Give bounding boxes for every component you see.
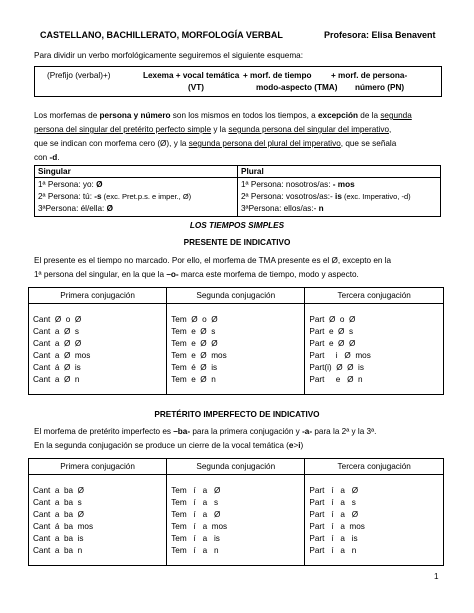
section-title: LOS TIEMPOS SIMPLES: [189, 221, 285, 230]
text: (exc. Imperativo, -d): [341, 192, 411, 201]
conjugation-form: Tem í a s: [171, 498, 219, 507]
paragraph-line-4: [34, 153, 60, 162]
schema-box: [34, 66, 442, 97]
conjugation-form: Part Ø o Ø: [309, 315, 356, 324]
text-underlined: segunda: [380, 111, 412, 120]
conjugation-form: Tem í a Ø: [171, 486, 221, 495]
singular-cell: [35, 178, 238, 217]
primera-conjugacion-cell: [29, 304, 167, 395]
text: marca este morfema de tiempo, modo y aspecto.: [178, 270, 359, 279]
conjugation-form: Cant a ba Ø: [33, 486, 84, 495]
page-number: 1: [434, 572, 439, 581]
text: .: [57, 153, 60, 162]
conjugation-form: Tem í a n: [171, 546, 219, 555]
conjugation-form: Part í a is: [309, 534, 358, 543]
conjugation-form: Cant Ø o Ø: [33, 315, 82, 324]
singular-row: [38, 179, 234, 191]
page-header-title: CASTELLANO, BACHILLERATO, MORFOLOGÍA VERBAL: [40, 30, 283, 40]
conjugation-form: Part i Ø mos: [309, 351, 371, 360]
page-header-author: Profesora: Elisa Benavent: [324, 30, 436, 40]
text-bold: n: [318, 204, 324, 213]
conjugation-form: Tem í a Ø: [171, 510, 221, 519]
persona-numero-table: [34, 165, 441, 217]
conjugation-form: Tem e Ø s: [171, 327, 216, 336]
paragraph-line-2: [34, 125, 391, 134]
text: 3ªPersona: él/ella:: [38, 204, 107, 213]
presente-title: PRESENTE DE INDICATIVO: [183, 238, 291, 247]
text-bold: e: [288, 441, 294, 450]
conjugation-form: Part e Ø Ø: [309, 339, 356, 348]
text: con: [34, 153, 50, 162]
conjugation-form: Cant a ba n: [33, 546, 83, 555]
schema-lexema: Lexema + vocal temática: [143, 71, 240, 80]
conjugation-form: Part(i) Ø Ø is: [309, 363, 364, 372]
paragraph-line-1: [34, 111, 412, 120]
conjugation-form: Tem e Ø mos: [171, 351, 227, 360]
text-bold: –ba-: [173, 427, 191, 436]
presente-text-line-1: El presente es el tiempo no marcado. Por ello, el morfema de TMA presente es el Ø, excepto en la: [34, 256, 392, 265]
presente-conjugation-table: [28, 287, 444, 395]
text: 2ª Persona: vosotros/as:-: [241, 192, 336, 201]
table-header-singular: Singular: [35, 166, 238, 178]
conjugation-form: Part í a Ø: [309, 510, 359, 519]
conjugation-form: Part e Ø s: [309, 327, 354, 336]
text: 2ª Persona: tú:: [38, 192, 95, 201]
text-bold: Ø: [106, 204, 113, 213]
conjugation-form: Tem í a is: [171, 534, 220, 543]
paragraph-line-3: [34, 139, 396, 148]
text: El morfema de pretérito imperfecto es: [34, 427, 174, 436]
text: 1ª Persona: yo:: [38, 180, 97, 189]
plural-row: [241, 179, 437, 191]
text: ): [300, 441, 304, 450]
text: ,: [389, 125, 392, 134]
presente-text-line-2: [34, 270, 359, 279]
text-bold: excepción: [317, 111, 359, 120]
intro-text: Para dividir un verbo morfológicamente seguiremos el siguiente esquema:: [34, 51, 303, 60]
primera-conjugacion-cell: [29, 475, 167, 566]
schema-tma-label: modo-aspecto (TMA): [256, 83, 338, 92]
text: para la primera conjugación y: [190, 427, 303, 436]
conjugation-form: Tem Ø o Ø: [171, 315, 218, 324]
conjugation-form: Part e Ø n: [309, 375, 363, 384]
conjugation-form: Tem e Ø Ø: [171, 339, 218, 348]
schema-prefix: (Prefijo (verbal)+): [47, 71, 111, 80]
schema-pn: + morf. de persona-: [331, 71, 408, 80]
conjugation-form: Cant á ba mos: [33, 522, 94, 531]
conjugation-form: Part í a s: [309, 498, 356, 507]
segunda-conjugacion-cell: [167, 475, 305, 566]
text-underlined: segunda persona del plural del imperativo: [188, 139, 341, 148]
column-header: Segunda conjugación: [167, 288, 305, 304]
conjugation-form: Cant á Ø is: [33, 363, 81, 372]
text: Los morfemas de: [34, 111, 100, 120]
column-header: Segunda conjugación: [167, 459, 305, 475]
text: , que se señala: [340, 139, 397, 148]
conjugation-form: Cant a Ø Ø: [33, 339, 82, 348]
column-header: Primera conjugación: [29, 459, 167, 475]
plural-row: [241, 203, 437, 215]
schema-tma: + morf. de tiempo: [243, 71, 312, 80]
text-underlined: segunda persona del singular del imperativo: [228, 125, 390, 134]
conjugation-form: Cant a ba s: [33, 498, 82, 507]
plural-cell: [238, 178, 441, 217]
schema-pn-label: número (PN): [355, 83, 405, 92]
text: para la 2ª y la 3ª.: [312, 427, 377, 436]
text-bold: -a-: [302, 427, 313, 436]
conjugation-form: Tem e Ø n: [171, 375, 216, 384]
column-header: Tercera conjugación: [305, 288, 444, 304]
imperfecto-text-line-1: [34, 427, 376, 436]
text-underlined: persona del singular del pretérito perfecto simple: [34, 125, 212, 134]
text: 3ªPersona: ellos/as:-: [241, 204, 319, 213]
imperfecto-title: PRETÉRITO IMPERFECTO DE INDICATIVO: [154, 410, 320, 419]
conjugation-form: Tem é Ø is: [171, 363, 218, 372]
conjugation-form: Cant a Ø mos: [33, 351, 91, 360]
text: 1ª persona del singular, en la que la: [34, 270, 167, 279]
text-bold: is: [335, 192, 342, 201]
text-bold: persona y número: [99, 111, 171, 120]
text: (exc. Pret.p.s. e imper., Ø): [101, 192, 192, 201]
text: En la segunda conjugación se produce un cierre de la vocal temática (: [34, 441, 289, 450]
conjugation-form: Tem í a mos: [171, 522, 228, 531]
singular-row: [38, 203, 234, 215]
plural-row: [241, 191, 437, 203]
text: de la: [358, 111, 381, 120]
text-bold: i: [298, 441, 301, 450]
text-bold: Ø: [96, 180, 103, 189]
singular-row: [38, 191, 234, 203]
tercera-conjugacion-cell: [305, 304, 444, 395]
conjugation-form: Cant a Ø s: [33, 327, 79, 336]
text: >: [293, 441, 299, 450]
tercera-conjugacion-cell: [305, 475, 444, 566]
text-bold: –o-: [166, 270, 179, 279]
text: 1ª Persona: nosotros/as:: [241, 180, 333, 189]
schema-vt: (VT): [188, 83, 204, 92]
conjugation-form: Cant a ba is: [33, 534, 84, 543]
column-header: Primera conjugación: [29, 288, 167, 304]
conjugation-form: Part í a Ø: [309, 486, 359, 495]
imperfecto-text-line-2: [34, 441, 303, 450]
conjugation-form: Part í a n: [309, 546, 357, 555]
text: y la: [211, 125, 229, 134]
text-bold: - mos: [332, 180, 355, 189]
conjugation-form: Part í a mos: [309, 522, 365, 531]
text: que se indican con morfema cero (Ø), y la: [34, 139, 189, 148]
text-bold: -d: [49, 153, 58, 162]
imperfecto-conjugation-table: [28, 458, 444, 566]
table-header-plural: Plural: [238, 166, 441, 178]
segunda-conjugacion-cell: [167, 304, 305, 395]
conjugation-form: Cant a Ø n: [33, 375, 80, 384]
conjugation-form: Cant a ba Ø: [33, 510, 84, 519]
text-bold: -s: [94, 192, 102, 201]
column-header: Tercera conjugación: [305, 459, 444, 475]
text: son los mismos en todos los tiempos, a: [170, 111, 318, 120]
